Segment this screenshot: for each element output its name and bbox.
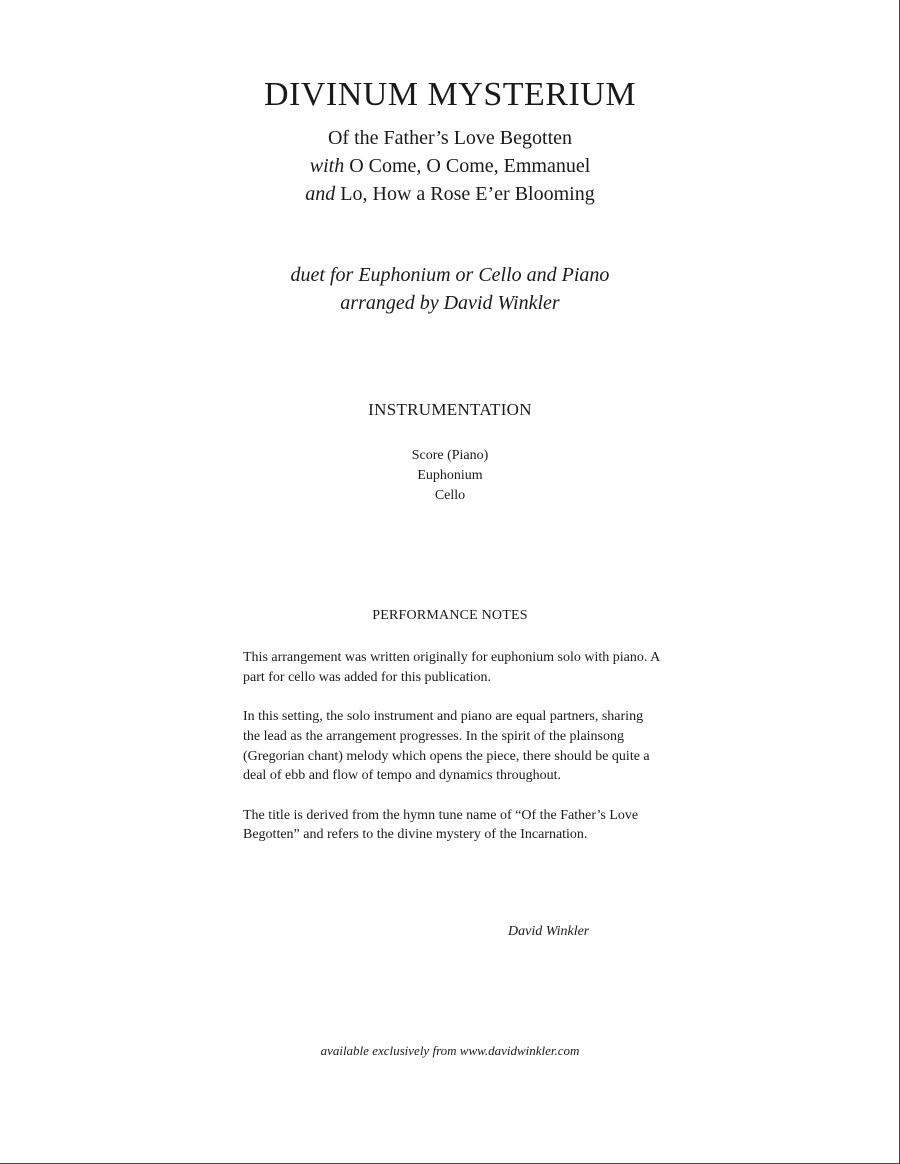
subtitle-line-2-text: O Come, O Come, Emmanuel bbox=[349, 155, 591, 177]
instrumentation-list bbox=[0, 446, 900, 506]
credits-instrumentation-line: duet for Euphonium or Cello and Piano bbox=[290, 264, 610, 286]
subtitle-line-3 bbox=[0, 180, 900, 208]
notes-paragraph: In this setting, the solo instrument and piano are equal partners, sharing the lead as the arrangement progresses. In the spirit of the plainsong (Gregorian chant) melody which opens the piece, there should be quite a deal of ebb and flow of tempo and dynamics throughout. bbox=[243, 709, 650, 784]
subtitle-block bbox=[0, 124, 900, 208]
subtitle-line-3-prefix: and bbox=[305, 183, 336, 205]
instrumentation-item: Cello bbox=[434, 488, 466, 503]
page-title: DIVINUM MYSTERIUM bbox=[263, 76, 637, 113]
notes-paragraph: The title is derived from the hymn tune name of “Of the Father’s Love Begotten” and refers to the divine mystery of the Incarnation. bbox=[243, 807, 639, 843]
subtitle-line-3-text: Lo, How a Rose E’er Blooming bbox=[340, 183, 595, 205]
credits-arranger-line: arranged by David Winkler bbox=[340, 292, 560, 314]
subtitle-line-1: Of the Father’s Love Begotten bbox=[327, 127, 572, 149]
instrumentation-item: Euphonium bbox=[417, 468, 483, 483]
performance-notes-body bbox=[243, 648, 663, 865]
credits-block bbox=[0, 261, 900, 317]
notes-paragraph: This arrangement was written originally for euphonium solo with piano. A part for cello was added for this publication. bbox=[243, 650, 660, 685]
footer-availability: available exclusively from www.davidwinkler.com bbox=[320, 1043, 580, 1058]
performance-notes-heading: PERFORMANCE NOTES bbox=[372, 608, 528, 623]
signature: David Winkler bbox=[508, 924, 590, 939]
instrumentation-item: Score (Piano) bbox=[411, 448, 489, 463]
instrumentation-heading: INSTRUMENTATION bbox=[368, 400, 532, 419]
subtitle-line-2-prefix: with bbox=[309, 155, 345, 177]
subtitle-line-2 bbox=[0, 152, 900, 180]
